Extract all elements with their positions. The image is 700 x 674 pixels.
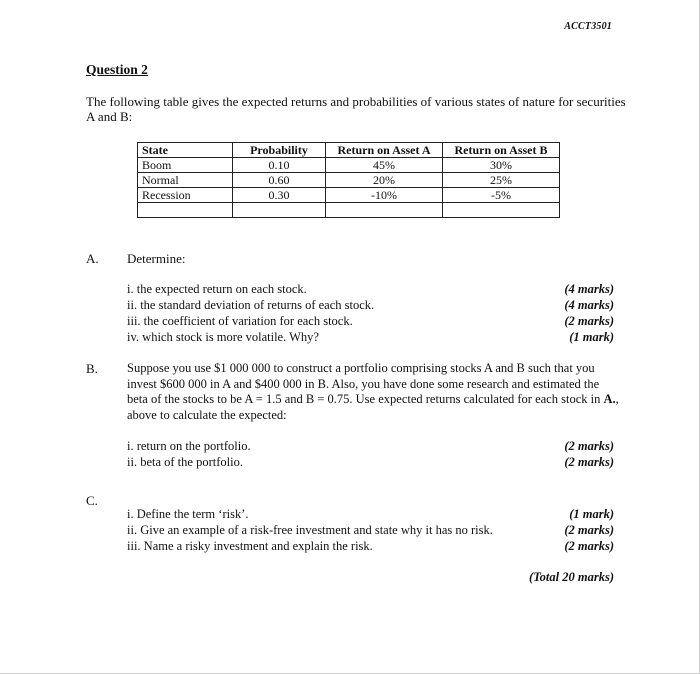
section-a-item-2-marks: (4 marks) [564,298,614,312]
cell-probability: 0.10 [233,158,326,173]
section-c-item-3: iii. Name a risky investment and explain the risk. [127,539,373,553]
section-a-item-3-marks: (2 marks) [564,314,614,328]
section-a-item-1: i. the expected return on each stock. [127,282,307,296]
empty-cell [443,203,560,218]
cell-probability: 0.30 [233,188,326,203]
section-c-item-3-marks: (2 marks) [564,539,614,553]
course-code: ACCT3501 [564,21,612,32]
section-b-label: B. [86,361,98,376]
section-b-paragraph-start: Suppose you use $1 000 000 to construct a portfolio comprising stocks A and B such that you invest $600 000 in A and $400 000 in B. Also, you have done some research and estimated the beta of the stocks to be A = 1.5 and B = 0.75. Use expected returns calculated for each stock in [127,361,604,406]
section-a-heading: Determine: [127,251,186,266]
header-state: State [138,143,233,158]
table-row [138,188,560,203]
section-b-item-1: i. return on the portfolio. [127,439,251,453]
section-a-item-4: iv. which stock is more volatile. Why? [127,330,319,344]
section-b-item-1-marks: (2 marks) [564,439,614,453]
section-b-paragraph [127,361,622,423]
cell-return-b: 25% [443,173,560,188]
section-a-item-4-marks: (1 mark) [569,330,614,344]
cell-return-b: -5% [443,188,560,203]
table-row [138,173,560,188]
total-marks: (Total 20 marks) [529,570,614,584]
cell-probability: 0.60 [233,173,326,188]
empty-cell [138,203,233,218]
section-c-item-1: i. Define the term ‘risk’. [127,507,249,521]
cell-return-a: 45% [326,158,443,173]
cell-return-a: 20% [326,173,443,188]
section-b-paragraph-end: , above to calculate the expected: [127,392,619,422]
cell-return-b: 30% [443,158,560,173]
empty-cell [326,203,443,218]
section-c-item-1-marks: (1 mark) [569,507,614,521]
table-row [138,158,560,173]
returns-table [137,142,560,218]
header-probability: Probability [233,143,326,158]
section-c-item-2-marks: (2 marks) [564,523,614,537]
empty-cell [233,203,326,218]
section-b-paragraph-ref: A. [603,392,616,406]
question-title: Question 2 [86,62,148,77]
section-b-item-2-marks: (2 marks) [564,455,614,469]
table-empty-row [138,203,560,218]
section-a-item-3: iii. the coefficient of variation for each stock. [127,314,353,328]
cell-return-a: -10% [326,188,443,203]
cell-state: Recession [138,188,233,203]
cell-state: Normal [138,173,233,188]
header-return-a: Return on Asset A [326,143,443,158]
header-return-b: Return on Asset B [443,143,560,158]
table-header-row [138,143,560,158]
section-a-item-1-marks: (4 marks) [564,282,614,296]
cell-state: Boom [138,158,233,173]
intro-text: The following table gives the expected returns and probabilities of various states of nature for securities A and B: [86,94,626,124]
section-c-item-2: ii. Give an example of a risk-free investment and state why it has no risk. [127,523,493,537]
section-a-item-2: ii. the standard deviation of returns of each stock. [127,298,375,312]
section-c-label: C. [86,493,98,508]
section-b-item-2: ii. beta of the portfolio. [127,455,243,469]
section-a-label: A. [86,251,99,266]
